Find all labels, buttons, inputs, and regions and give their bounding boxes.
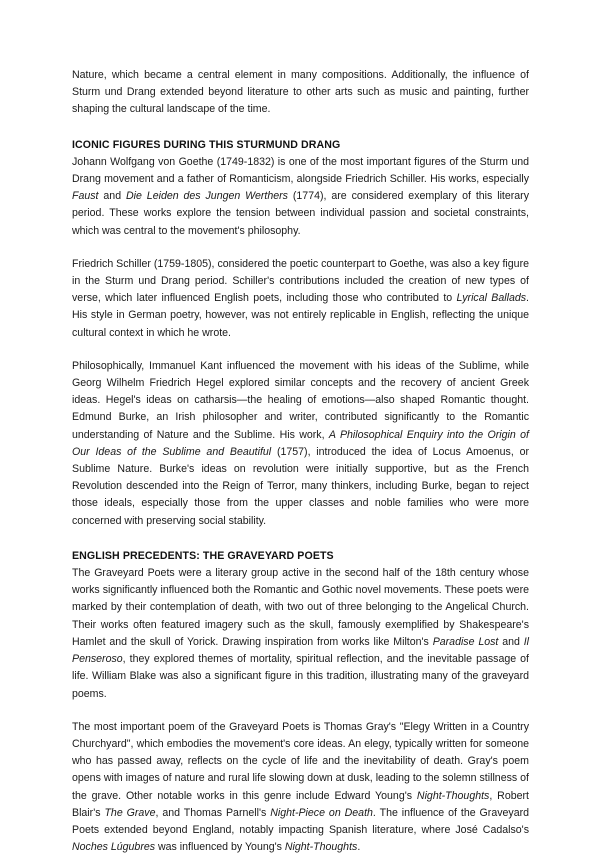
document-body	[72, 67, 529, 856]
graveyard-poets-paragraph: The Graveyard Poets were a literary group active in the second half of the 18th century whose works significantly influenced both the Romantic and Gothic novel movements. These poets were marked by their contemplation of death, with two out of three belonging to the Angelical Church. Their works often featured imagery such as the skull, famously exemplified by Shakespeare's Hamlet and the skull of Yorick. Drawing inspiration from works like Milton's Paradise Lost and Il Penseroso, they explored themes of mortality, spiritual reflection, and the inevitable passage of life. William Blake was also a significant figure in this tradition, illustrating many of the graveyard poems.	[72, 567, 529, 700]
title-werther: Die Leiden des Jungen Werthers	[126, 190, 288, 203]
title-lyrical-ballads: Lyrical Ballads	[456, 292, 527, 305]
title-night-thoughts-2: Night-Thoughts	[284, 841, 358, 854]
philosophy-paragraph: Philosophically, Immanuel Kant influenced the movement with his ideas of the Sublime, while Georg Wilhelm Friedrich Hegel explored similar concepts and the recovery of ancient Greek ideas. Hegel's ideas on catharsis—the healing of emotions—also shaped Romantic thought. Edmund Burke, an Irish philosopher and writer, contributed significantly to the Romantic understanding of Nature and the Sublime. His work, A Philosophical Enquiry into the Origin of Our Ideas of the Sublime and Beautiful (1757), introduced the idea of Locus Amoenus, or Sublime Nature. Burke's ideas on revolution were initially supportive, but as the French Revolution descended into the Reign of Terror, many thinkers, including Burke, began to reject those ideals, especially those from the upper classes and noble families who were more concerned with preserving social stability.	[72, 359, 529, 527]
title-night-piece-on-death: Night-Piece on Death	[270, 806, 373, 819]
intro-paragraph: Nature, which became a central element in many compositions. Additionally, the influence of Sturm und Drang extended beyond literature to other arts such as music and painting, further shaping the cultural landscape of the time.	[72, 69, 529, 116]
title-paradise-lost: Paradise Lost	[432, 635, 499, 648]
title-night-thoughts: Night-Thoughts	[416, 789, 490, 802]
section-heading-graveyard-poets: ENGLISH PRECEDENTS: THE GRAVEYARD POETS	[72, 549, 334, 562]
title-il-penseroso: Il Penseroso	[72, 635, 529, 666]
title-noches-lugubres: Noches Lúgubres	[72, 841, 156, 854]
title-the-grave: The Grave	[104, 806, 156, 819]
section-heading-iconic-figures: ICONIC FIGURES DURING THIS STURMUND DRANG	[72, 138, 341, 151]
title-philosophical-enquiry: A Philosophical Enquiry into the Origin of Our Ideas of the Sublime and Beautiful	[72, 428, 529, 458]
title-faust: Faust	[72, 190, 99, 203]
gray-elegy-paragraph: The most important poem of the Graveyard Poets is Thomas Gray's "Elegy Written in a Country Churchyard", which embodies the movement's core ideas. An elegy, typically written for someone who has passed away, reflects on the cycle of life and the inevitability of death. Gray's poem opens with images of nature and rural life slowing down at dusk, leading to the solemn stillness of the grave. Other notable works in this genre include Edward Young's Night-Thoughts, Robert Blair's The Grave, and Thomas Parnell's Night-Piece on Death. The influence of the Graveyard Poets extended beyond England, notably impacting Spanish literature, where José Cadalso's Noches Lúgubres was influenced by Young's Night-Thoughts.	[72, 720, 530, 854]
goethe-paragraph: Johann Wolfgang von Goethe (1749-1832) is one of the most important figures of the Sturm und Drang movement and a father of Romanticism, alongside Friedrich Schiller. His works, especially Faust and Die Leiden des Jungen Werthers (1774), are considered exemplary of this literary period. These works explore the tension between individual passion and societal constraints, which was central to the movement's philosophy.	[72, 155, 530, 237]
schiller-paragraph: Friedrich Schiller (1759-1805), considered the poetic counterpart to Goethe, was also a key figure in the Sturm und Drang period. Schiller's contributions included the creation of new types of verse, which later influenced English poets, including those who contributed to Lyrical Ballads. His style in German poetry, however, was not entirely replicable in English, reflecting the unique cultural context in which he wrote.	[72, 257, 529, 339]
